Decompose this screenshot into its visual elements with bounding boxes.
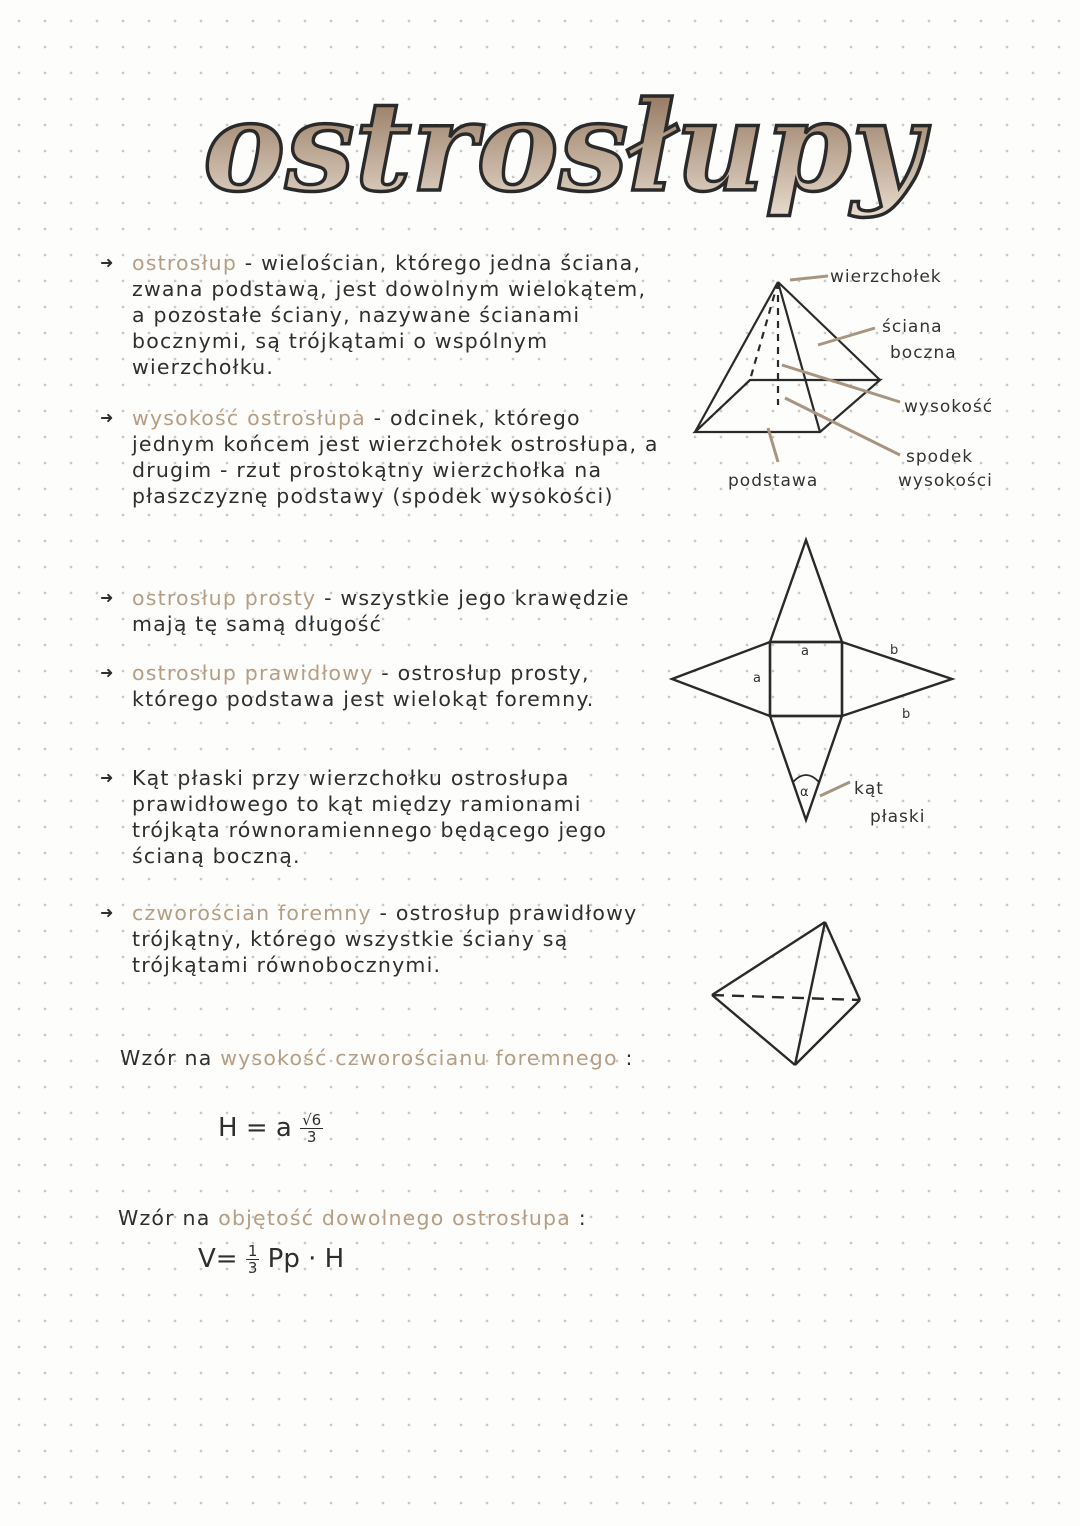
label-net-b-right: b	[902, 707, 911, 722]
definition-text: - odcinek, którego jednym końcem jest wierzchołek ostrosłupa, a drugim - rzut prostokątny wierzchołka na płaszczyznę podstawy (spodek wysokości)	[132, 406, 659, 508]
formula-volume: V= $\frac{1}{3}$ Pp · H	[198, 1242, 345, 1277]
formula-volume-label: Wzór na objętość dowolnego ostrosłupa :	[118, 1206, 587, 1230]
arrow-bullet-icon: ➜	[100, 588, 115, 607]
definition-ostroslup-prosty	[100, 585, 660, 637]
fraction: $\frac{√6}{3}$	[302, 1111, 322, 1146]
arrow-bullet-icon: ➜	[100, 408, 115, 427]
page-title	[195, 62, 935, 252]
definition-term: czworościan foremny	[132, 901, 372, 925]
definition-text: Kąt płaski przy wierzchołku ostrosłupa prawidłowego to kąt między ramionami trójkąta równoramiennego będącego jego ścianą boczną.	[132, 766, 608, 868]
pyramid-callouts	[768, 276, 900, 462]
definition-text: - ostrosłup prosty, którego podstawa jest wielokąt foremny.	[132, 661, 595, 711]
arrow-bullet-icon: ➜	[100, 768, 115, 787]
fraction: $\frac{1}{3}$	[247, 1242, 258, 1277]
arrow-bullet-icon: ➜	[100, 253, 115, 272]
label-height: wysokość	[904, 397, 994, 417]
label-angle-2: płaski	[870, 807, 926, 827]
arrow-bullet-icon: ➜	[100, 903, 115, 922]
label-base: podstawa	[728, 471, 819, 491]
definition-term: ostrosłup prawidłowy	[132, 661, 374, 685]
formula-height: H = a $\frac{√6}{3}$	[218, 1111, 322, 1146]
definition-czworoscian-foremny	[100, 900, 660, 978]
definition-ostroslup-prawidlowy	[100, 660, 660, 712]
definition-text: - wszystkie jego krawędzie mają tę samą długość	[132, 586, 630, 636]
definition-kat-plaski	[100, 765, 660, 869]
svg-text:ostrosłupy: ostrosłupy	[203, 75, 931, 220]
pyramid-net-diagram	[672, 540, 952, 820]
arrow-bullet-icon: ➜	[100, 663, 115, 682]
label-lateral-face: ściana	[882, 317, 943, 337]
label-net-a-top: a	[801, 644, 809, 659]
label-net-a-left: a	[753, 671, 761, 686]
definition-ostroslup	[100, 250, 660, 380]
definition-text: - wielościan, którego jedna ściana, zwana podstawą, jest dowolnym wielokątem, a pozostałe ściany, nazywane ścianami bocznymi, są trójkątami o wspólnym wierzchołku.	[132, 251, 647, 379]
label-lateral-face-2: boczna	[890, 343, 957, 363]
label-angle: kąt	[854, 779, 884, 799]
label-angle-symbol: α	[800, 785, 809, 800]
definition-wysokosc	[100, 405, 660, 509]
formula-height-label: Wzór na wysokość czworościanu foremnego :	[120, 1046, 634, 1070]
definition-term: ostrosłup	[132, 251, 238, 275]
definition-term: ostrosłup prosty	[132, 586, 317, 610]
label-foot: spodek	[906, 447, 974, 467]
diagrams	[660, 250, 1040, 1070]
definition-term: wysokość ostrosłupa	[132, 406, 366, 430]
label-net-b-top: b	[890, 643, 899, 658]
tetrahedron-diagram	[712, 922, 860, 1065]
label-apex: wierzchołek	[830, 267, 942, 287]
label-foot-2: wysokości	[898, 471, 993, 491]
definition-text: - ostrosłup prawidłowy trójkątny, którego wszystkie ściany są trójkątami równobocznymi.	[132, 901, 638, 977]
pyramid-diagram	[695, 282, 880, 432]
